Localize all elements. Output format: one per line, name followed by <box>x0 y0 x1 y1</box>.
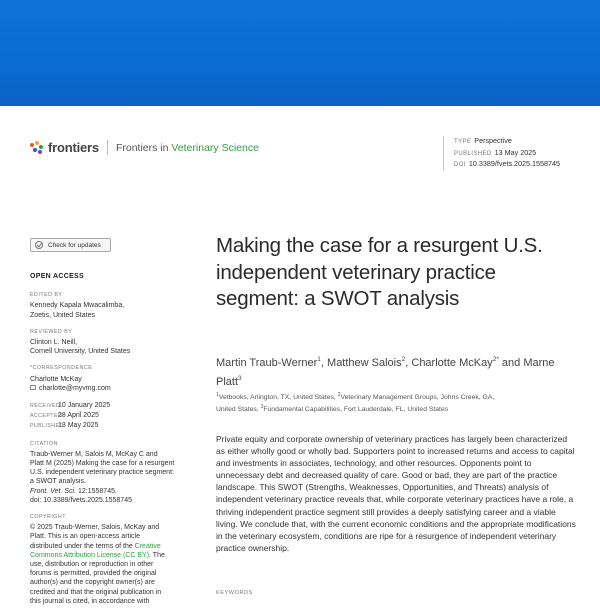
check-for-updates-button[interactable]: Check for updates <box>30 238 111 252</box>
affiliations: $^1$Vetbooks, Arlington, TX, United States, $^2$Veterinary Management Groups, Johns Creek, GA, United States, $^3$Fundamental Capabilities, Fort Lauderdale, FL, United States <box>216 392 495 413</box>
open-access-label: OPEN ACCESS <box>30 273 84 280</box>
correspondence-email-link[interactable]: charlotte@myvmg.com <box>39 384 111 392</box>
author-name[interactable]: Martin Traub-Werner <box>216 357 318 369</box>
cc-license-link[interactable]: Creative <box>134 542 161 550</box>
email-icon <box>30 385 36 390</box>
check-badge-icon <box>35 241 43 249</box>
abstract-text: Private equity and corporate ownership of veterinary practices has largely been characterized as either wholly good or wholly bad. Supporters point to increased returns and access to capital and investments in associates, technology, and other resources. Opponents point to unnecessary debt and decreased quality of care. Good or bad, they are part of the practice landscape. This SWOT (Strengths, Weaknesses, Opportunities, and Threats) analysis of independent veterinary practice reveals that, while corporate veterinary practices have a role, a thriving independent practice segment still provides a deeply satisfying career and a viable living. We conclude that, with the current economic conditions and the appropriate modifications in the veterinary ecosystem, conditions are ripe for a resurgence of independent veterinary practice ownership. <box>216 434 576 553</box>
author-list: Martin Traub-Werner$^1$, Matthew Salois$^2$, Charlotte McKay$^{2*}$ and Marne Platt$^3$ <box>216 356 555 388</box>
article-sidebar <box>30 272 205 614</box>
journal-name[interactable]: Frontiers in Veterinary Science <box>115 141 259 154</box>
author-name[interactable]: Charlotte McKay <box>411 357 493 369</box>
header-banner <box>0 0 600 106</box>
author-name[interactable]: Matthew Salois <box>327 357 402 369</box>
published-date: 13 May 2025 <box>494 147 537 157</box>
cc-license-link-cont[interactable]: Commons Attribution License (CC BY) <box>30 551 150 559</box>
sidebar-published-date: 13 May 2025 <box>58 422 99 430</box>
author-name[interactable]: Marne Platt <box>216 357 555 388</box>
journal-header <box>30 140 259 155</box>
citation-section: CITATION Traub-Werner M, Salois M, McKay C and Platt M (2025) Making the case for a resurgent U.S. independent veterinary practice segment: a SWOT analysis. Front. Vet. Sci. 12:1558745. doi: 10.3389/fvets.2025.1558745 <box>30 440 205 505</box>
dates-section: RECEIVED10 January 2025 ACCEPTED28 April 2025 PUBLISHED13 May 2025 <box>30 402 111 430</box>
frontiers-logo-text[interactable]: frontiers <box>48 140 99 155</box>
keywords-label: KEYWORDS <box>216 590 253 596</box>
received-date: 10 January 2025 <box>58 402 111 410</box>
citation-doi[interactable]: doi: 10.3389/fvets.2025.1558745 <box>30 496 132 504</box>
logo-divider <box>107 140 108 155</box>
article-type: Perspective <box>474 136 512 145</box>
accepted-date: 28 April 2025 <box>58 412 99 420</box>
frontiers-logo-icon <box>30 141 44 155</box>
correspondence-section: *CORRESPONDENCE Charlotte McKay charlotte@myvmg.com <box>30 365 111 392</box>
edited-by-section: EDITED BY Kennedy Kapala Mwacalimba, Zoetis, United States <box>30 292 125 319</box>
article-title: Making the case for a resurgent U.S. independent veterinary practice segment: a SWOT analysis <box>216 234 543 310</box>
copyright-section: COPYRIGHT © 2025 Traub-Werner, Salois, McKay and Platt. This is an open-access article distributed under the terms of the Creative Commons Attribution License (CC BY). The use, distribution or reproduction in other forums is permitted, provided the original author(s) and the copyright owner(s) are credited and that the original publication in this journal is cited, in accordance with <box>30 514 165 605</box>
doi-link[interactable]: 10.3389/fvets.2025.1558745 <box>468 159 560 168</box>
reviewed-by-section: REVIEWED BY Clinton L. Neill, Cornell University, United States <box>30 328 131 356</box>
article-meta: TYPE Perspective PUBLISHED 13 May 2025 DOI 10.3389/fvets.2025.1558745 <box>443 136 560 171</box>
